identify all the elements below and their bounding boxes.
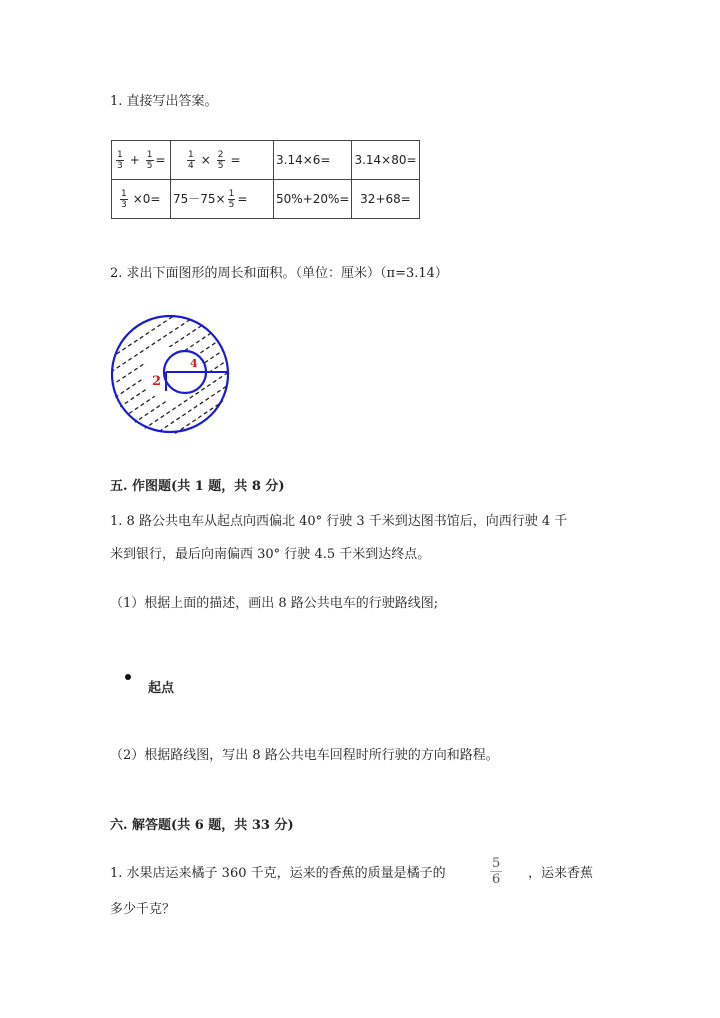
start-point-label: 起点 bbox=[148, 681, 175, 696]
calc-table bbox=[111, 140, 420, 219]
table-cell: $\frac{1}{4}$ × $\frac{2}{5}$ = bbox=[171, 141, 274, 180]
section-6-q1-line2: 多少千克？ bbox=[110, 902, 176, 917]
outer-radius-label: 4 bbox=[190, 357, 198, 370]
section-6-heading: 六. 解答题(共 6 题，共 33 分) bbox=[110, 818, 294, 833]
section-5-q1-line2: 米到银行，最后向南偏西 30° 行驶 4.5 千米到达终点。 bbox=[110, 547, 431, 562]
fraction: $\frac{2}{5}$ bbox=[217, 149, 224, 171]
table-cell: $\frac{1}{3}$ + $\frac{1}{5}$ = bbox=[112, 141, 171, 180]
question-2-title: 2. 求出下面图形的周长和面积。（单位：厘米）（π=3.14） bbox=[110, 266, 448, 281]
table-row bbox=[112, 141, 420, 180]
fraction: $\frac{5}{6}$ bbox=[492, 856, 501, 887]
fraction: $\frac{1}{5}$ bbox=[228, 188, 235, 210]
table-row bbox=[112, 180, 420, 219]
table-cell: 75－75× $\frac{1}{5}$ = bbox=[171, 180, 274, 219]
table-cell: 32+68= bbox=[352, 180, 419, 219]
section-5-sub2: （2）根据路线图，写出 8 路公共电车回程时所行驶的方向和路程。 bbox=[110, 748, 499, 763]
section-5-q1-line1: 1. 8 路公共电车从起点向西偏北 40° 行驶 3 千米到达图书馆后，向西行驶 4 千 bbox=[110, 514, 568, 529]
start-point-dot bbox=[125, 674, 131, 680]
section-5-sub1: （1）根据上面的描述，画出 8 路公共电车的行驶路线图; bbox=[110, 596, 439, 611]
section-6-q1-part2: ，运来香蕉 bbox=[528, 866, 594, 881]
fraction: $\frac{1}{3}$ bbox=[121, 188, 127, 210]
table-cell: 3.14×80= bbox=[352, 141, 419, 180]
table-cell: $\frac{1}{3}$ ×0= bbox=[112, 180, 171, 219]
inner-radius-label: 2 bbox=[152, 374, 162, 389]
annulus-figure bbox=[110, 315, 230, 435]
section-6-q1-part1: 1. 水果店运来橘子 360 千克，运来的香蕉的质量是橘子的 bbox=[110, 866, 446, 881]
table-cell: 50%+20%= bbox=[274, 180, 352, 219]
fraction: $\frac{1}{4}$ bbox=[188, 149, 194, 171]
question-1-title: 1. 直接写出答案。 bbox=[110, 94, 218, 109]
table-cell: 3.14×6= bbox=[274, 141, 352, 180]
fraction: $\frac{1}{3}$ bbox=[117, 149, 123, 171]
section-5-heading: 五. 作图题(共 1 题，共 8 分) bbox=[110, 479, 285, 494]
fraction: $\frac{1}{5}$ bbox=[146, 149, 153, 171]
